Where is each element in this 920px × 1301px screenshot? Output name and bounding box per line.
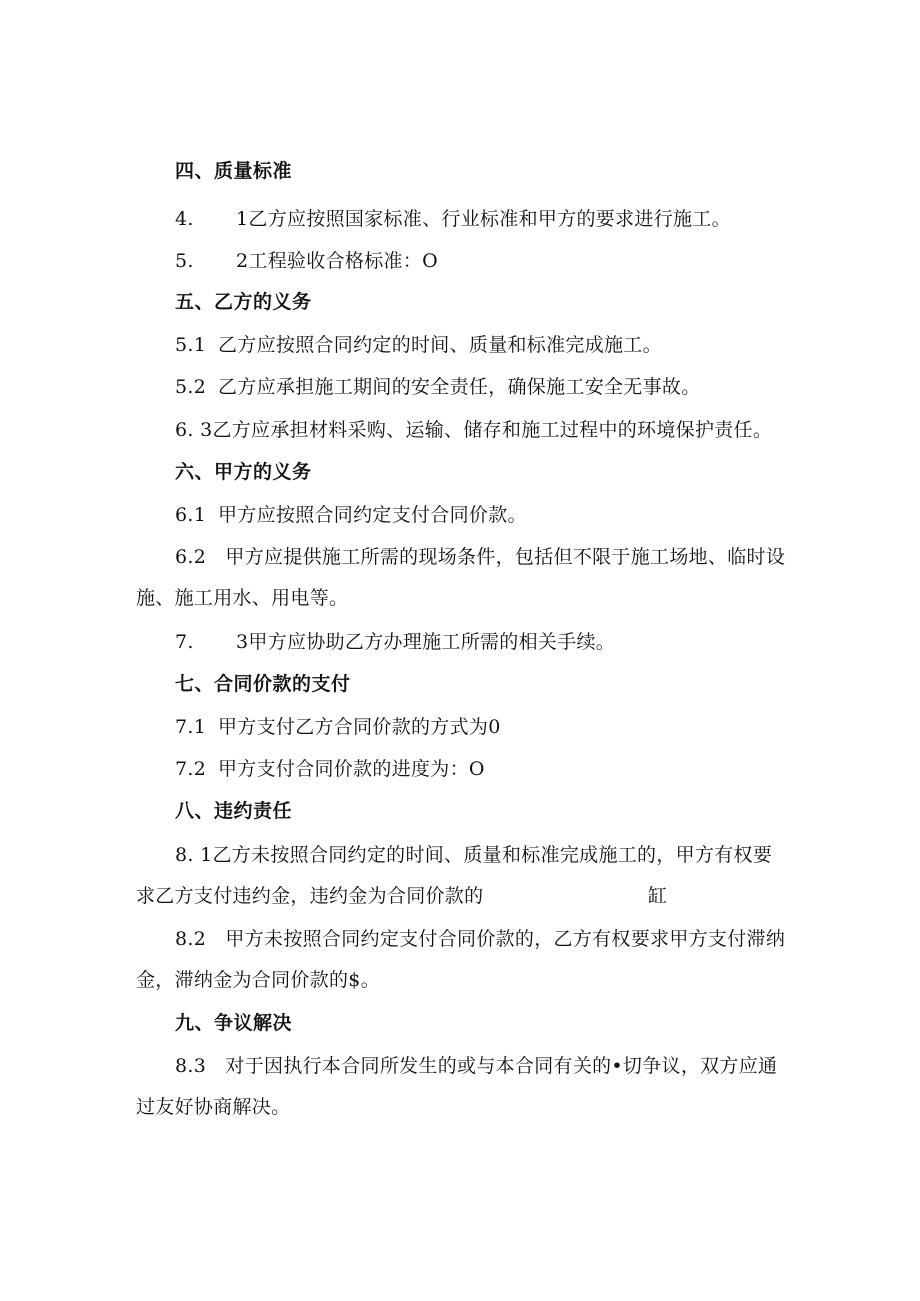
clause-6-1-text: 甲方应按照合同约定支付合同价款。 (218, 504, 527, 526)
clause-5-2-text: 乙方应承担施工期间的安全责任，确保施工安全无事故。 (218, 376, 701, 398)
section-7-heading: 七、合同价款的支付 (175, 673, 351, 695)
clause-8-1-tail: 缸 (648, 885, 668, 907)
clause-5-2-number: 5.2 (175, 376, 207, 398)
clause-8-1-line-1: 8. 1乙方未按照合同约定的时间、质量和标准完成施工的，甲方有权要 (175, 844, 773, 866)
clause-6-2-line-2: 施、施工用水、用电等。 (136, 587, 349, 609)
clause-4-2-text: 2工程验收合格标准：O (236, 250, 438, 272)
clause-5-3: 6. 3乙方应承担材料采购、运输、储存和施工过程中的环境保护责任。 (175, 419, 773, 441)
clause-9-1-line-2: 过友好协商解决。 (136, 1096, 291, 1118)
clause-5-1-text: 乙方应按照合同约定的时间、质量和标准完成施工。 (218, 334, 662, 356)
clause-6-1-number: 6.1 (175, 504, 207, 526)
clause-4-2-number: 5. (175, 250, 194, 272)
section-4-heading: 四、质量标准 (175, 160, 293, 182)
clause-5-1-number: 5.1 (175, 334, 207, 356)
clause-7-1-number: 7.1 (175, 716, 207, 738)
clause-9-1-line-1: 8.3 对于因执行本合同所发生的或与本合同有关的•切争议，双方应通 (175, 1055, 778, 1077)
clause-8-1-line-2: 求乙方支付违约金，违约金为合同价款的 (136, 885, 484, 907)
clause-7-2-number: 7.2 (175, 758, 207, 780)
clause-8-2-line-2: 金，滞纳金为合同价款的$。 (136, 969, 380, 991)
section-5-heading: 五、乙方的义务 (175, 291, 312, 313)
section-9-heading: 九、争议解决 (175, 1012, 293, 1034)
clause-7-1-text: 甲方支付乙方合同价款的方式为0 (218, 716, 501, 738)
clause-8-2-line-1: 8.2 甲方未按照合同约定支付合同价款的，乙方有权要求甲方支付滞纳 (175, 928, 786, 950)
clause-7-2-text: 甲方支付合同价款的进度为：O (218, 758, 485, 780)
clause-6-3-text: 3甲方应协助乙方办理施工所需的相关手续。 (236, 631, 616, 653)
section-6-heading: 六、甲方的义务 (175, 461, 312, 483)
clause-6-3-number: 7. (175, 631, 194, 653)
clause-4-1-text: 1乙方应按照国家标准、行业标准和甲方的要求进行施工。 (236, 208, 731, 230)
section-8-heading: 八、违约责任 (175, 800, 293, 822)
clause-6-2-line-1: 6.2 甲方应提供施工所需的现场条件，包括但不限于施工场地、临时设 (175, 546, 786, 568)
clause-4-1-number: 4. (175, 208, 194, 230)
